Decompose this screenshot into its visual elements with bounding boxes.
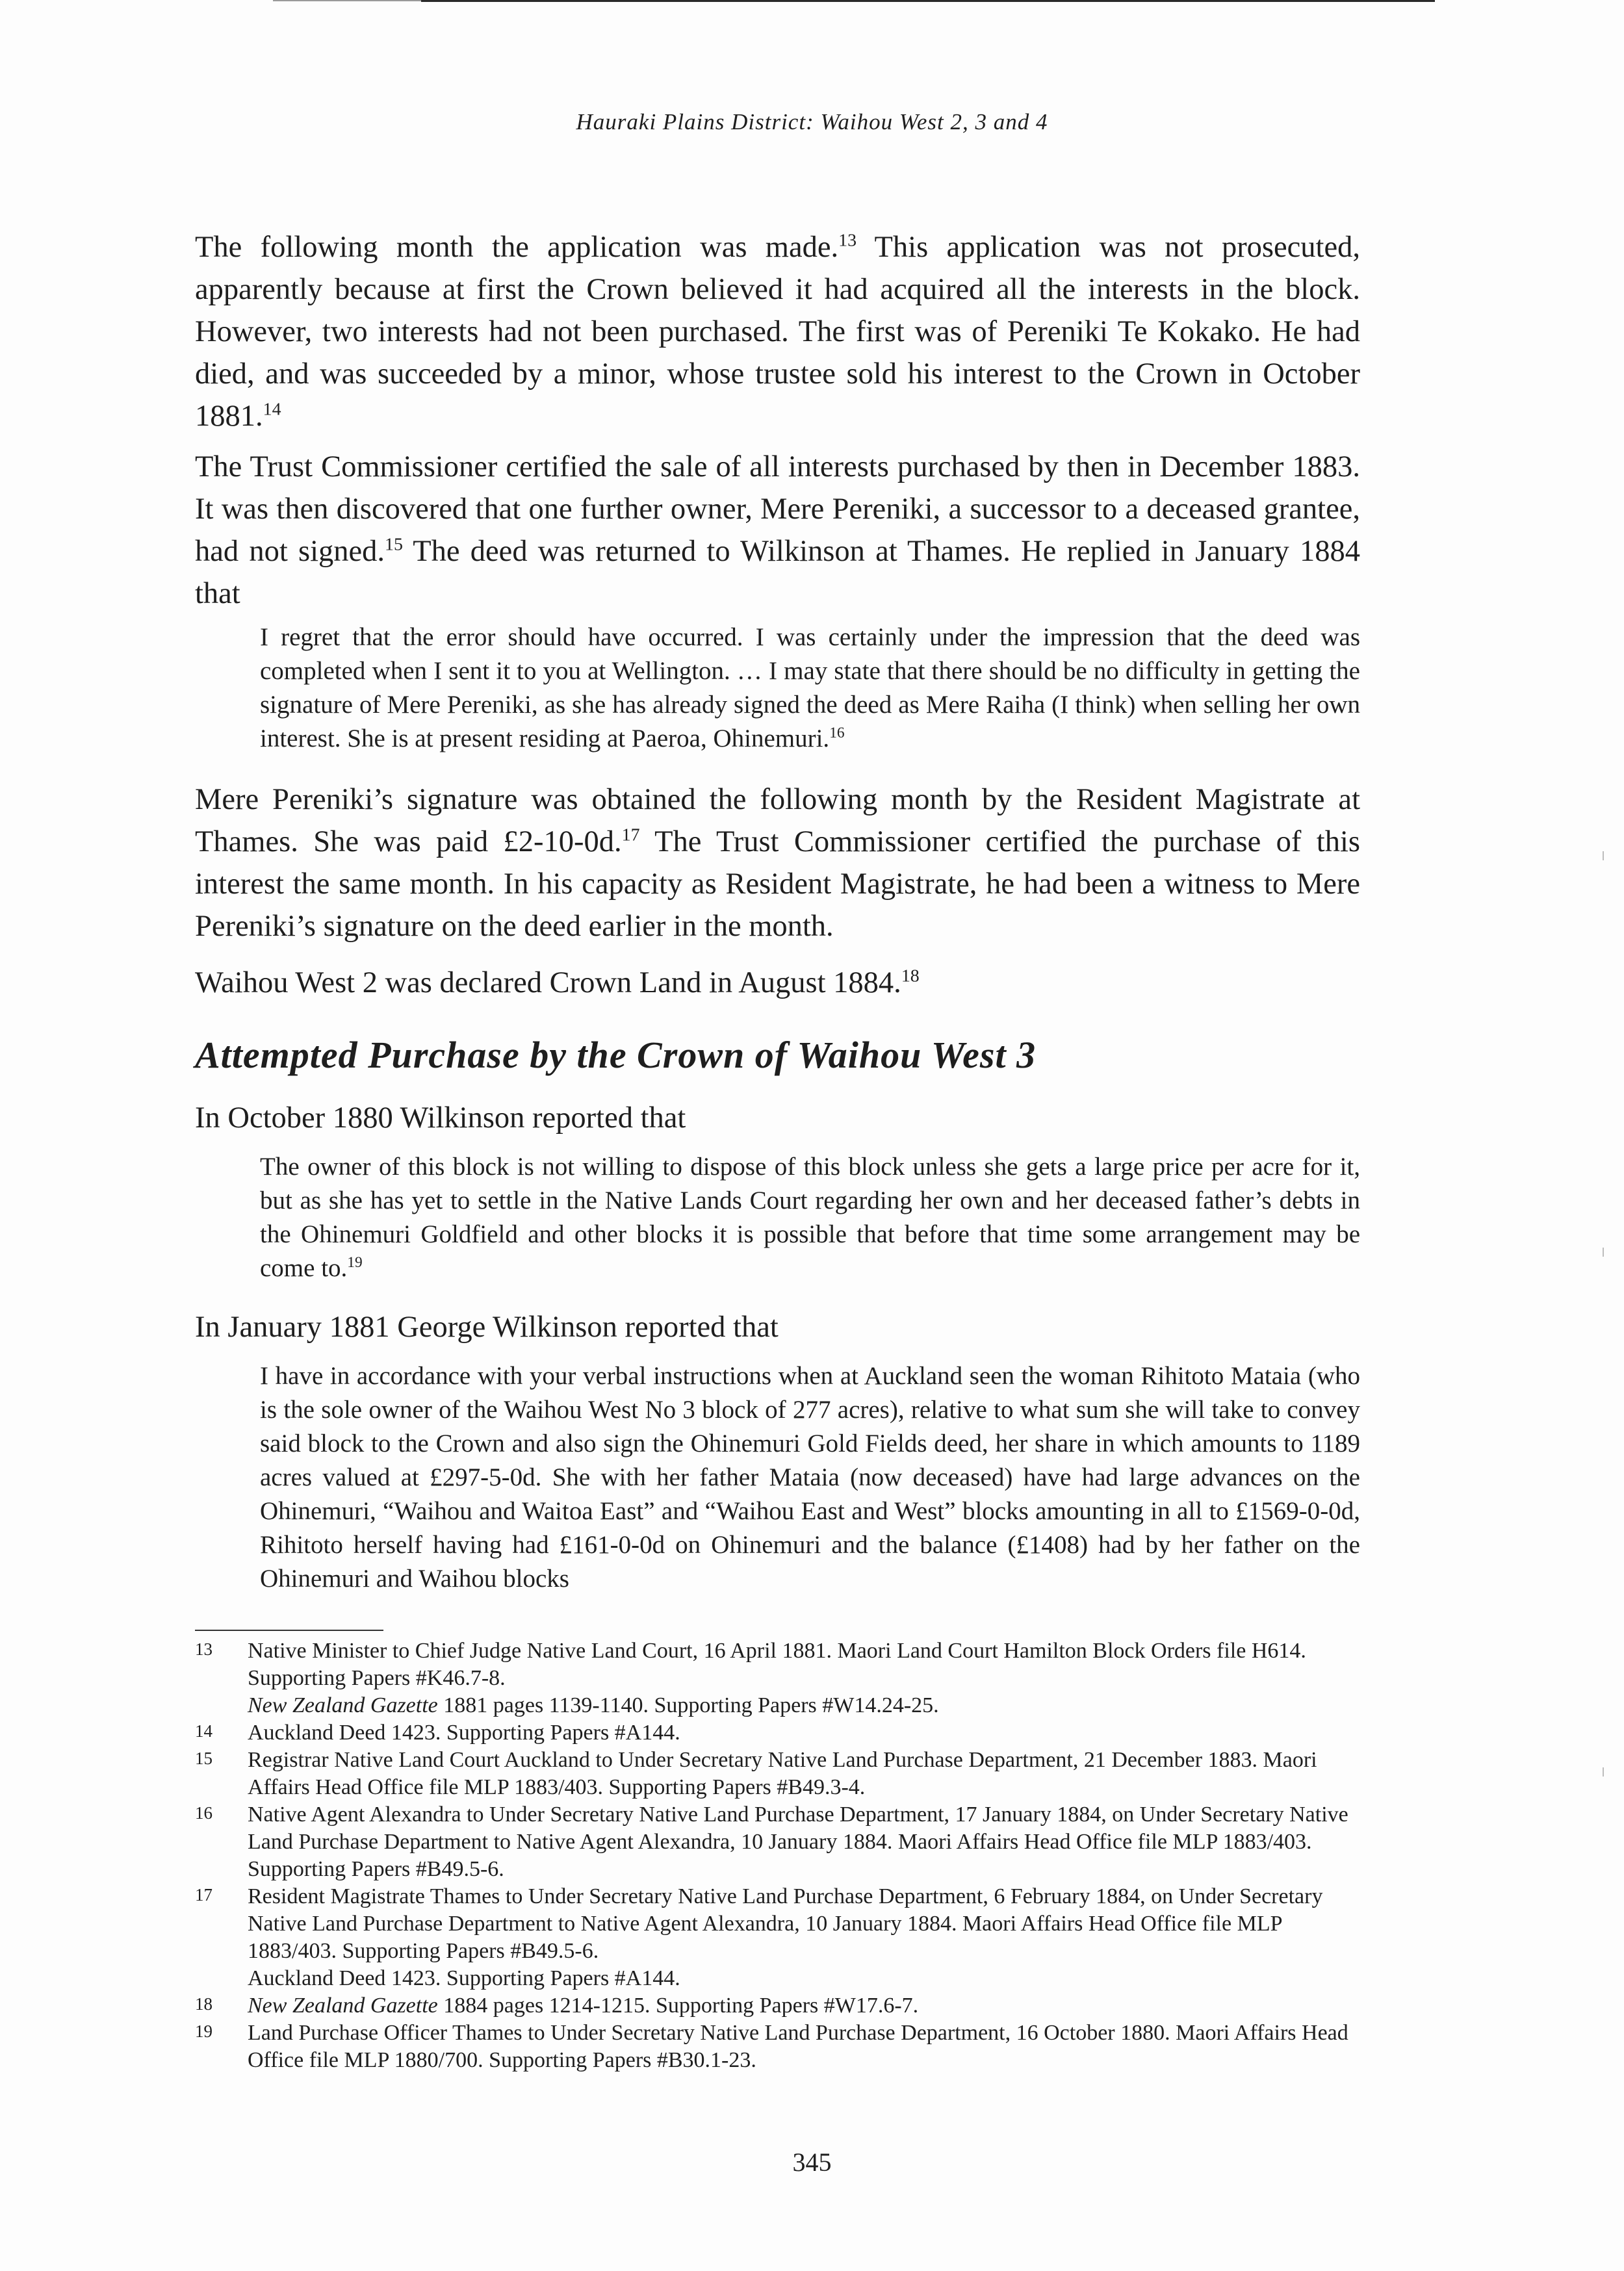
footnote-ref-15: 15	[385, 534, 403, 555]
paragraph-1: The following month the application was made.$^{13}$ This application was not prosecuted, apparently because at first the Crown believed it had acquired all the interests in the block. However, two interests had not been purchased. The first was of Pereniki Te Kokako. He had died, and was succeeded by a minor, whose trustee sold his interest to the Crown in October 1881.14	[195, 230, 1360, 433]
footnote-number: 15	[195, 1749, 213, 1768]
footnote-rule	[195, 1630, 383, 1631]
paragraph-4: Waihou West 2 was declared Crown Land in August 1884.18	[195, 966, 920, 999]
footnote-17	[195, 1883, 1360, 1965]
footnote-text: New Zealand Gazette 1884 pages 1214-1215. Supporting Papers #W17.6-7.	[248, 1994, 919, 2018]
footnote-number: 13	[195, 1639, 213, 1659]
footnote-13-continuation: New Zealand Gazette 1881 pages 1139-1140. Supporting Papers #W14.24-25.	[248, 1693, 939, 1717]
section-heading: Attempted Purchase by the Crown of Waihou West 3	[195, 1034, 1037, 1076]
footnote-number: 17	[195, 1885, 213, 1905]
footnote-number: 18	[195, 1994, 213, 2014]
footnote-ref-14: 14	[263, 399, 281, 420]
footnote-text: Registrar Native Land Court Auckland to Under Secretary Native Land Purchase Department, 21 December 1883. Maori Affairs Head Office file MLP 1883/403. Supporting Papers #B49.3-4.	[248, 1748, 1317, 1799]
footnote-number: 19	[195, 2021, 213, 2041]
paragraph-2: The Trust Commissioner certified the sale of all interests purchased by then in December 1883. It was then discovered that one further owner, Mere Pereniki, a successor to a deceased grantee, had not signed.$^{15}$ The deed was returned to Wilkinson at Thames. He replied in January 1884 that	[195, 450, 1360, 610]
margin-mark	[1603, 1248, 1604, 1257]
footnote-ref-19: 19	[347, 1254, 363, 1271]
footnote-14	[195, 1719, 1360, 1747]
footnote-ref-13: 13	[838, 230, 857, 251]
paragraph-6: In January 1881 George Wilkinson reported that	[195, 1311, 779, 1344]
margin-mark	[1603, 851, 1604, 860]
paragraph-3: Mere Pereniki’s signature was obtained the following month by the Resident Magistrate at Thames. She was paid £2-10-0d.$^{17}$ The Trust Commissioner certified the purchase of this interest the same month. In his capacity as Resident Magistrate, he had been a witness to Mere Pereniki’s signature on the deed earlier in the month.	[195, 783, 1360, 943]
footnote-ref-17: 17	[621, 825, 640, 845]
footnotes	[195, 1637, 1360, 2074]
footnote-19	[195, 2020, 1360, 2074]
footnote-text: Land Purchase Officer Thames to Under Secretary Native Land Purchase Department, 16 October 1880. Maori Affairs Head Office file MLP 1880/700. Supporting Papers #B30.1-23.	[248, 2021, 1348, 2072]
footnote-text: Native Minister to Chief Judge Native Land Court, 16 April 1881. Maori Land Court Hamilton Block Orders file H614. Supporting Papers #K46.7-8.	[248, 1639, 1306, 1690]
footnote-ref-16: 16	[829, 725, 845, 741]
footnote-18	[195, 1992, 1360, 2020]
block-quote-2: The owner of this block is not willing to dispose of this block unless she gets a large price per acre for it, but as she has yet to settle in the Native Lands Court regarding her own and her deceased father’s debts in the Ohinemuri Goldfield and other blocks it is possible that before that time some arrangement may be come to.$^{19}$	[260, 1153, 1360, 1282]
footnote-16	[195, 1801, 1360, 1883]
top-rule	[421, 0, 1435, 2]
footnote-text: Resident Magistrate Thames to Under Secretary Native Land Purchase Department, 6 February 1884, on Under Secretary Native Land Purchase Department to Native Agent Alexandra, 10 January 1884. Maori Affairs Head Office file MLP 1883/403. Supporting Papers #B49.5-6.	[248, 1884, 1323, 1963]
footnote-text: Auckland Deed 1423. Supporting Papers #A144.	[248, 1721, 680, 1745]
margin-mark	[1603, 1767, 1604, 1777]
footnote-13	[195, 1637, 1360, 1692]
footnote-ref-18: 18	[901, 966, 920, 986]
footnote-15	[195, 1747, 1360, 1801]
block-quote-1: I regret that the error should have occurred. I was certainly under the impression that the deed was completed when I sent it to you at Wellington. … I may state that there should be no difficulty in getting the signature of Mere Pereniki, as she has already signed the deed as Mere Raiha (I think) when selling her own interest. She is at present residing at Paeroa, Ohinemuri.$^{16}$	[260, 623, 1360, 752]
footnote-number: 14	[195, 1721, 213, 1741]
paragraph-5: In October 1880 Wilkinson reported that	[195, 1101, 686, 1135]
footnote-text: Native Agent Alexandra to Under Secretary Native Land Purchase Department, 17 January 1884, on Under Secretary Native Land Purchase Department to Native Agent Alexandra, 10 January 1884. Maori Affairs Head Office file MLP 1883/403. Supporting Papers #B49.5-6.	[248, 1803, 1348, 1881]
top-rule-faint	[273, 0, 422, 1]
page-number: 345	[792, 2148, 832, 2177]
running-head: Hauraki Plains District: Waihou West 2, 3 and 4	[576, 109, 1048, 135]
footnote-17-continuation: Auckland Deed 1423. Supporting Papers #A144.	[248, 1966, 680, 1990]
footnote-number: 16	[195, 1803, 213, 1823]
block-quote-3: I have in accordance with your verbal instructions when at Auckland seen the woman Rihitoto Mataia (who is the sole owner of the Waihou West No 3 block of 277 acres), relative to what sum she will take to convey said block to the Crown and also sign the Ohinemuri Gold Fields deed, her share in which amounts to 1189 acres valued at £297-5-0d. She with her father Mataia (now deceased) have had large advances on the Ohinemuri, “Waihou and Waitoa East” and “Waihou East and West” blocks amounting in all to £1569-0-0d, Rihitoto herself having had £161-0-0d on Ohinemuri and the balance (£1408) had by her father on the Ohinemuri and Waihou blocks	[260, 1362, 1360, 1593]
